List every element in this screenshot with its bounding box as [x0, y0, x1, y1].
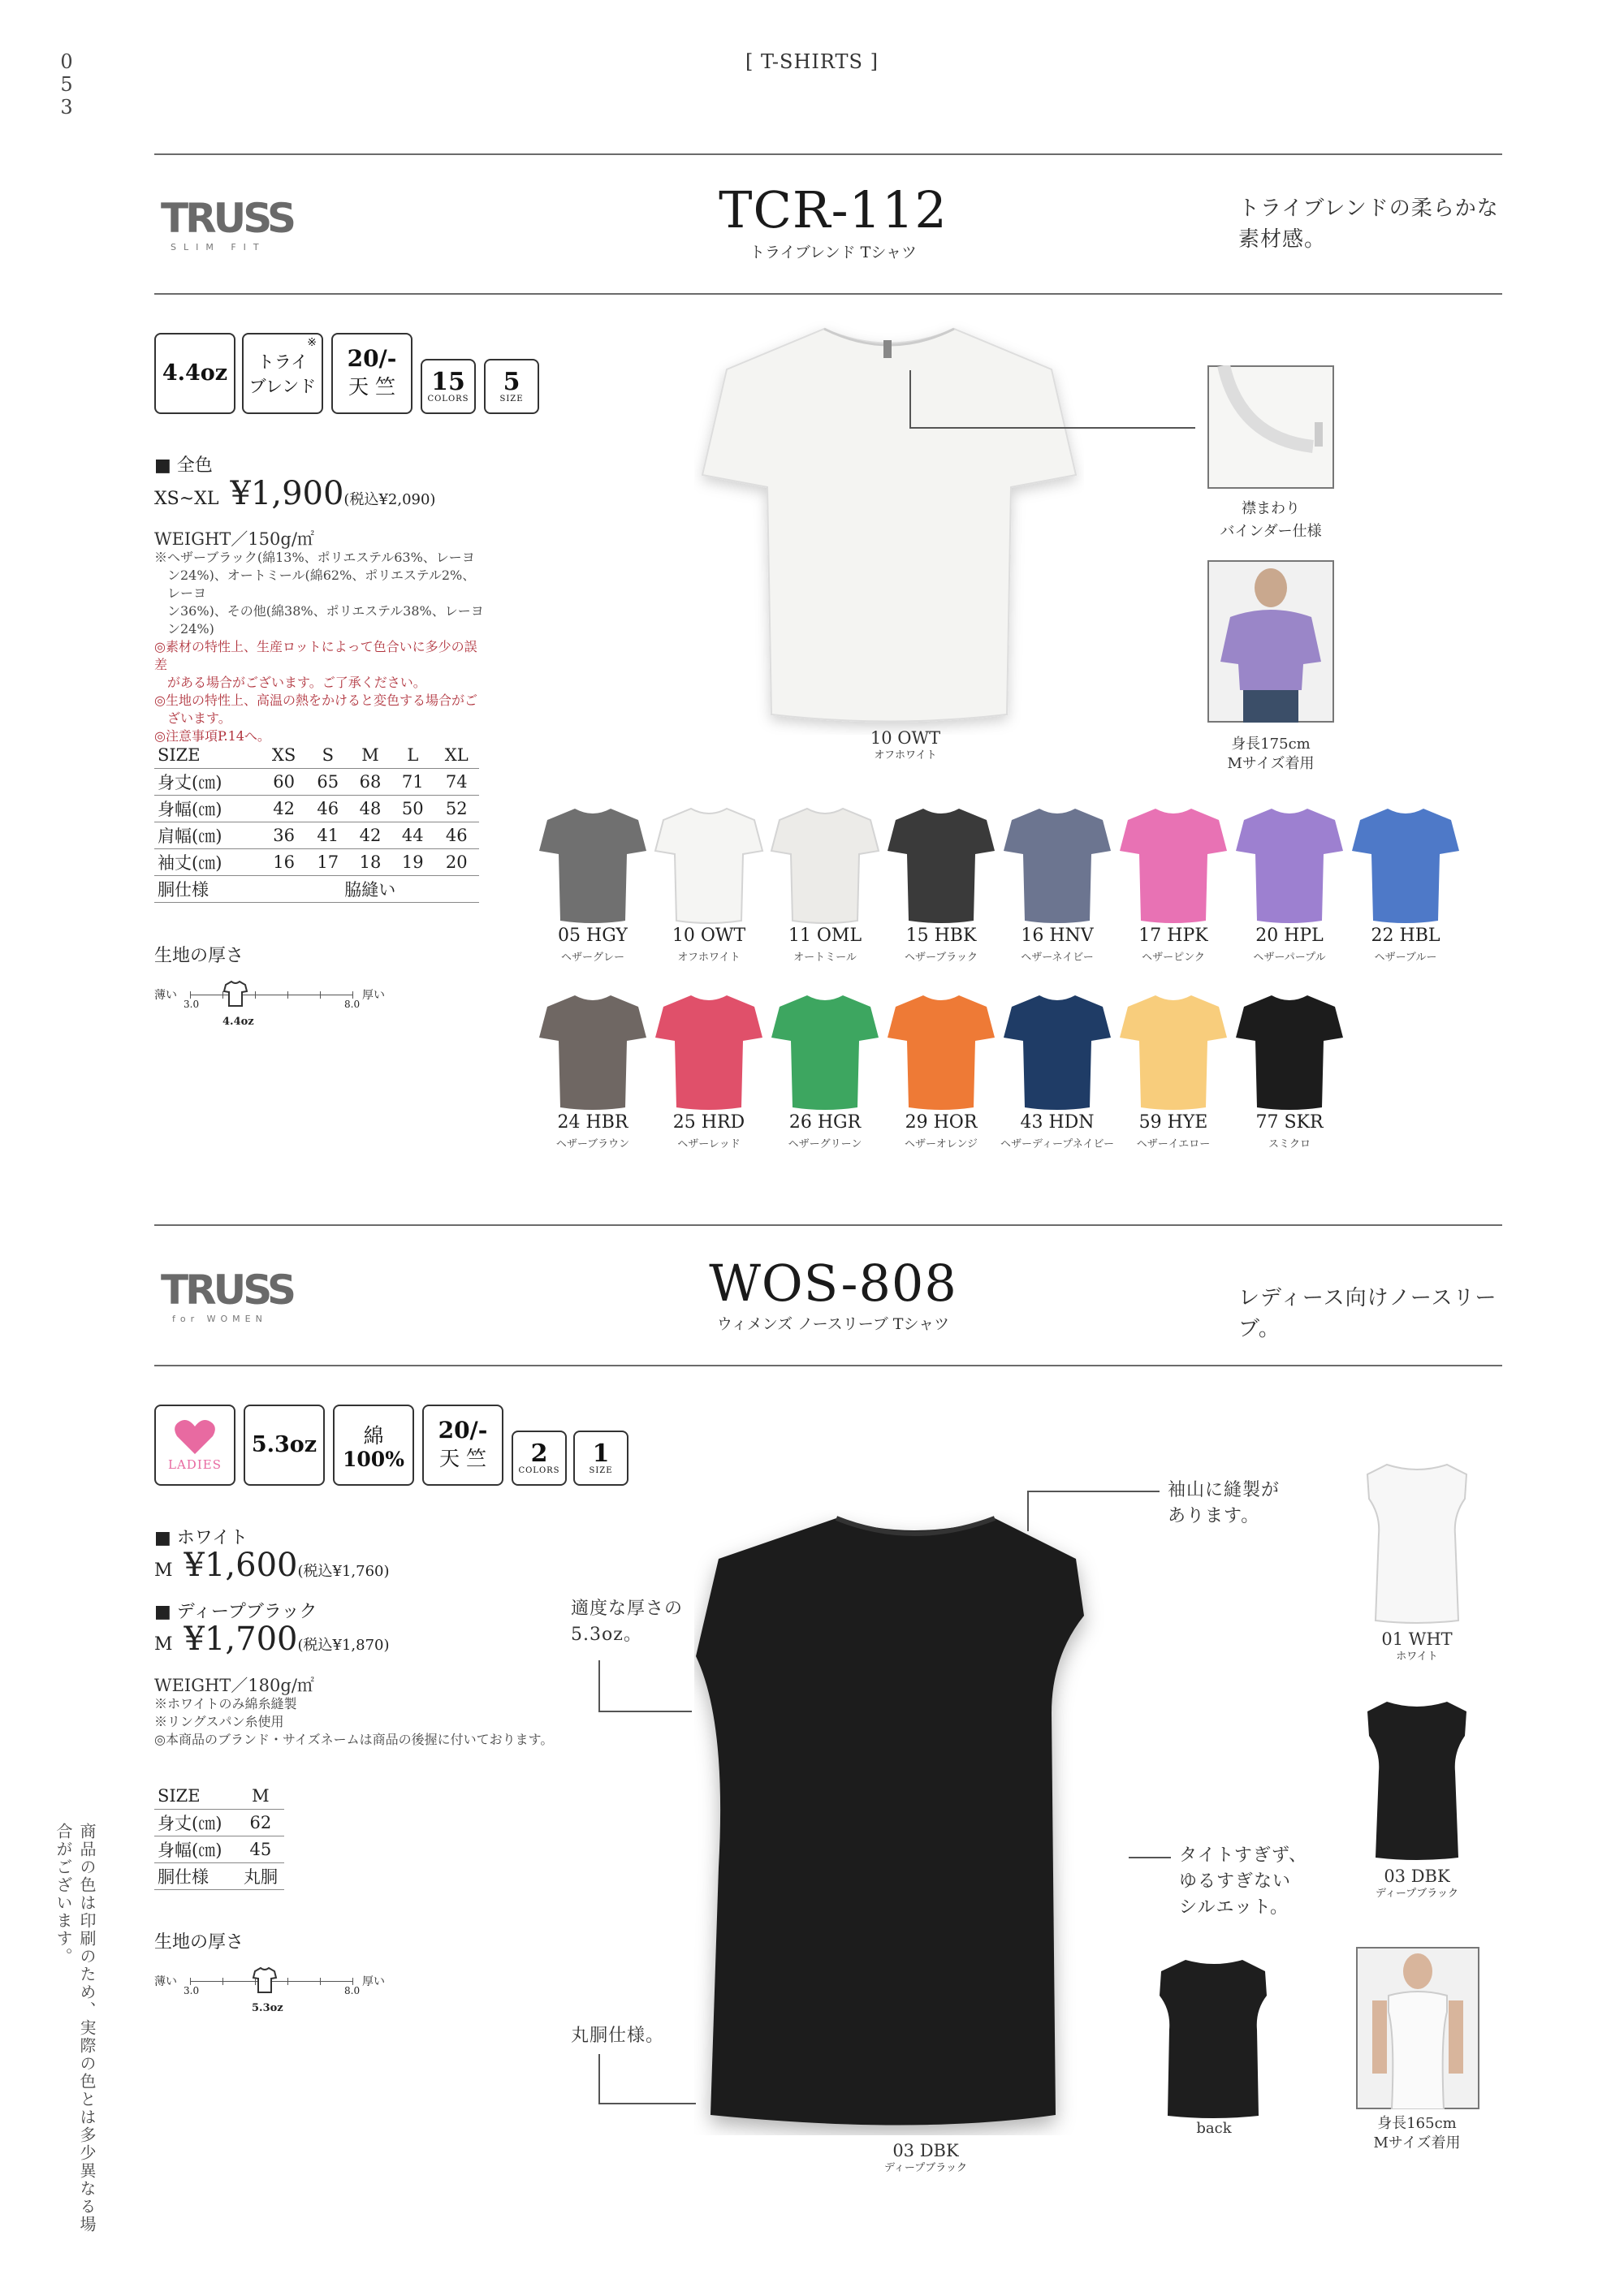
back-view-image	[1153, 1957, 1275, 2119]
swatch-white-image	[1356, 1461, 1478, 1624]
swatch-tee-image	[1000, 804, 1114, 926]
main-caption: 03 DBK ディープブラック	[883, 2141, 968, 2174]
swatch-name: スミクロ	[1268, 1138, 1311, 1150]
leader-line	[598, 2054, 600, 2103]
colors-badge: 2 COLORS	[512, 1431, 567, 1486]
swatch-code: 77 SKR	[1255, 1112, 1324, 1133]
swatch-caption: 01 WHT ホワイト	[1381, 1629, 1453, 1663]
model-photo	[1207, 560, 1334, 723]
table-row: 身丈(㎝) 60 65 68 71 74	[154, 769, 479, 796]
model-photo	[1356, 1947, 1479, 2109]
swatch-name: ヘザーネイビー	[1021, 952, 1094, 964]
thickness-annotation: 適度な厚さの 5.3oz。	[571, 1599, 684, 1645]
swatch-name: ヘザーレッド	[677, 1138, 741, 1150]
leader-line	[598, 2103, 696, 2104]
thickness-scale: 薄い 3.0 8.0 厚い 5.3oz	[154, 1965, 422, 2022]
main-tank-image	[694, 1510, 1133, 2135]
swatch-tee-image	[884, 804, 998, 926]
swatch-code: 17 HPK	[1138, 926, 1208, 946]
swatch-code: 15 HBK	[905, 926, 977, 946]
swatch-black-image	[1356, 1698, 1478, 1861]
swatch-caption: 03 DBK ディープブラック	[1375, 1867, 1459, 1900]
price-line: XS~XL ¥1,900(税込¥2,090)	[154, 475, 436, 512]
swatch-name: ヘザーブラック	[904, 952, 978, 964]
swatch-tee-image	[536, 990, 650, 1112]
leader-line	[598, 1711, 692, 1712]
leader-line	[1129, 1857, 1171, 1858]
table-header: SIZE XS S M L XL	[154, 742, 479, 769]
swatch-name: ヘザーイエロー	[1136, 1138, 1211, 1150]
weight-badge: 5.3oz	[244, 1405, 325, 1486]
product-code: TCR-112	[719, 180, 948, 240]
price: ¥1,900	[230, 475, 344, 512]
swatch-tee-image	[652, 804, 766, 926]
main-caption: 10 OWT オフホワイト	[870, 728, 941, 762]
page-number: 0 5 3	[60, 50, 73, 119]
swatch-code: 43 HDN	[1020, 1112, 1095, 1133]
product-subname: ウィメンズ ノースリーブ Tシャツ	[716, 1315, 950, 1333]
price-label: ■ ホワイト	[154, 1528, 248, 1548]
weight-badge: 4.4oz	[154, 333, 235, 414]
material-notes: ※ヘザーブラック(綿13%、ポリエステル63%、レーヨ ン24%)、オートミール(綿62%、ポリエステル2%、レーヨ ン36%)、その他(綿38%、ポリエステル38%、レーヨ ン24%) ◎素材の特性上、生産ロットによって色合いに多少の誤差 がある場合がございます。ご了承ください。 ◎生地の特性上、高温の熱をかけると変色する場合がご ざいます。 ◎注意事項P.14へ。	[154, 550, 484, 744]
fabric-badge: 綿 100%	[333, 1405, 414, 1486]
tee-body	[702, 329, 1076, 722]
swatch-code: 05 HGY	[558, 926, 628, 946]
size-table	[154, 742, 479, 903]
thickness-value: 5.3oz	[252, 2002, 283, 2014]
swatch-tee-image	[884, 990, 998, 1112]
table-row: 袖丈(㎝) 16 17 18 19 20	[154, 849, 479, 876]
colors-badge: 15 COLORS	[421, 359, 476, 414]
swatch-code: 24 HBR	[557, 1112, 628, 1133]
swatch-tee-image	[652, 990, 766, 1112]
material-notes: ※ホワイトのみ綿糸縫製 ※リングスパン糸使用 ◎本商品のブランド・サイズネームは商品の後握に付いております。	[154, 1696, 554, 1747]
fabric-weight: WEIGHT／180g/㎡	[154, 1676, 314, 1695]
swatch-tee-image	[1116, 990, 1230, 1112]
fabric-badge: ※ トライ ブレンド	[242, 333, 323, 414]
swatch-name: ヘザーパープル	[1253, 952, 1326, 964]
price-line: M ¥1,600(税込¥1,760)	[154, 1547, 390, 1584]
swatch-code: 25 HRD	[672, 1112, 745, 1133]
swatch-tee-image	[536, 804, 650, 926]
thickness-scale: 薄い 3.0 8.0 厚い 4.4oz	[154, 978, 422, 1035]
product-subname: トライブレンド Tシャツ	[749, 244, 917, 261]
model-caption: 身長165cm Mサイズ着用	[1373, 2115, 1461, 2151]
yarn-badge: 20/- 天 竺	[422, 1405, 503, 1486]
thickness-marker-icon	[154, 1965, 422, 2022]
table-row: 胴仕様 丸胴	[154, 1863, 284, 1890]
color-disclaimer: 商品の色は印刷のため、実際の色とは多少異なる場合がございます。	[54, 1823, 97, 2233]
swatch-tee-image	[1349, 804, 1462, 926]
swatch-code: 11 OML	[788, 926, 862, 946]
brand-logo: TRUSS for WOMEN	[161, 1267, 293, 1324]
main-tee-image	[694, 313, 1084, 735]
price: ¥1,700	[184, 1621, 298, 1658]
swatch-code: 16 HNV	[1021, 926, 1094, 946]
tank-body	[696, 1518, 1084, 2126]
table-header: SIZE M	[154, 1783, 284, 1810]
swatch-name: ヘザーディープネイビー	[1000, 1138, 1114, 1150]
swatch-tee-image	[1000, 990, 1114, 1112]
brand-logo: TRUSS SLIM FIT	[161, 195, 293, 252]
swatch-code: 29 HOR	[905, 1112, 978, 1133]
size-table	[154, 1783, 284, 1890]
table-row: 肩幅(㎝) 36 41 42 44 46	[154, 822, 479, 849]
swatch-tee-image	[1116, 804, 1230, 926]
table-row: 胴仕様 脇縫い	[154, 876, 479, 903]
model-caption: 身長175cm Mサイズ着用	[1227, 736, 1315, 772]
swatch-name: ヘザーブラウン	[555, 1138, 630, 1150]
leader-line	[598, 1660, 600, 1711]
price-line: M ¥1,700(税込¥1,870)	[154, 1621, 390, 1658]
sizes-badge: 5 SIZE	[484, 359, 539, 414]
swatch-tee-image	[1233, 990, 1346, 1112]
heart-icon	[173, 1418, 217, 1456]
swatch-name: オートミール	[793, 952, 857, 964]
fabric-weight: WEIGHT／150g/㎡	[154, 529, 314, 549]
body-annotation: 丸胴仕様。	[571, 2026, 665, 2046]
product-tagline: トライブレンドの柔らかな素材感。	[1238, 196, 1499, 252]
thickness-value: 4.4oz	[222, 1016, 254, 1028]
swatch-code: 20 HPL	[1255, 926, 1324, 946]
leader-line	[909, 427, 1195, 429]
section-title: [ T-SHIRTS ]	[745, 50, 879, 73]
swatch-code: 22 HBL	[1371, 926, 1440, 946]
divider	[154, 1365, 1502, 1366]
color-swatches	[536, 804, 1510, 1161]
ladies-badge: LADIES	[154, 1405, 235, 1486]
sleeve-annotation: 袖山に縫製が あります。	[1168, 1480, 1281, 1526]
leader-line	[909, 370, 911, 427]
swatch-name: ヘザーピンク	[1142, 952, 1205, 964]
back-caption: back	[1196, 2120, 1232, 2137]
divider	[154, 153, 1502, 155]
price: ¥1,600	[184, 1547, 298, 1584]
table-row: 身幅(㎝) 45	[154, 1836, 284, 1863]
sizes-badge: 1 SIZE	[573, 1431, 628, 1486]
swatch-tee-image	[768, 990, 882, 1112]
table-row: 身丈(㎝) 62	[154, 1810, 284, 1836]
neck-detail-image	[1207, 365, 1334, 489]
swatch-name: ヘザーオレンジ	[904, 1138, 978, 1150]
product-code: WOS-808	[709, 1254, 957, 1313]
swatch-name: オフホワイト	[677, 952, 741, 964]
swatch-name: ヘザーグレー	[560, 952, 624, 964]
divider	[154, 293, 1502, 295]
thickness-marker-icon	[154, 978, 422, 1035]
silhouette-annotation: タイトすぎず、 ゆるすぎない シルエット。	[1179, 1845, 1308, 1918]
swatch-code: 59 HYE	[1138, 1112, 1208, 1133]
product-tagline: レディース向けノースリーブ。	[1238, 1286, 1497, 1341]
swatch-code: 10 OWT	[672, 926, 746, 946]
swatch-name: ヘザーグリーン	[788, 1138, 862, 1150]
swatch-tee-image	[1233, 804, 1346, 926]
divider	[154, 1224, 1502, 1226]
thickness-title: 生地の厚さ	[154, 946, 244, 966]
swatch-code: 26 HGR	[788, 1112, 862, 1133]
yarn-badge: 20/- 天 竺	[331, 333, 412, 414]
swatch-name: ヘザーブルー	[1374, 952, 1437, 964]
price-label: ■ ディープブラック	[154, 1602, 317, 1622]
table-row: 身幅(㎝) 42 46 48 50 52	[154, 796, 479, 822]
swatch-tee-image	[768, 804, 882, 926]
thickness-title: 生地の厚さ	[154, 1932, 244, 1953]
leader-line	[1027, 1491, 1029, 1531]
price-label: ■ 全色	[154, 455, 213, 476]
leader-line	[1027, 1491, 1160, 1492]
detail-caption: 襟まわり バインダー仕様	[1220, 500, 1322, 540]
